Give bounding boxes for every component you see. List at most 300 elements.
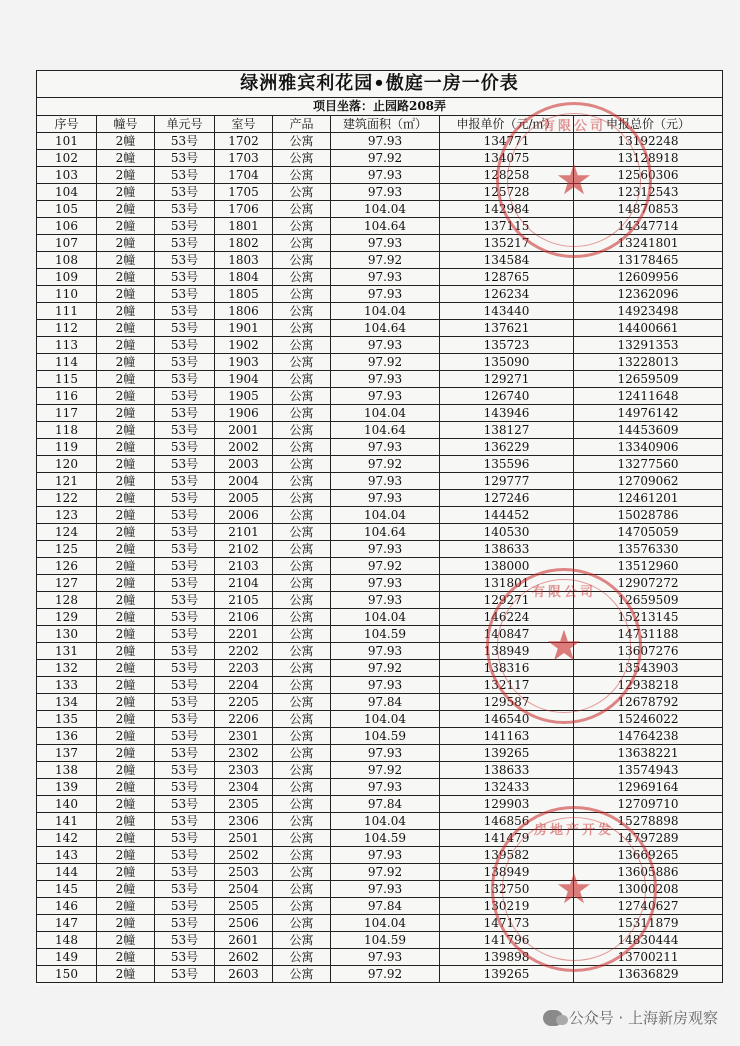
table-cell: 1906 — [215, 405, 273, 422]
table-cell: 131801 — [440, 575, 574, 592]
table-cell: 113 — [37, 337, 97, 354]
table-cell: 53号 — [155, 592, 215, 609]
table-cell: 公寓 — [273, 643, 331, 660]
table-cell: 108 — [37, 252, 97, 269]
table-cell: 146 — [37, 898, 97, 915]
table-row — [37, 796, 723, 813]
table-cell: 2幢 — [97, 575, 155, 592]
table-cell: 147173 — [440, 915, 574, 932]
table-cell: 104.59 — [331, 728, 440, 745]
table-cell: 13512960 — [574, 558, 723, 575]
table-row — [37, 252, 723, 269]
table-cell: 102 — [37, 150, 97, 167]
table-cell: 53号 — [155, 405, 215, 422]
table-cell: 1703 — [215, 150, 273, 167]
table-row — [37, 524, 723, 541]
table-cell: 14400661 — [574, 320, 723, 337]
table-cell: 139898 — [440, 949, 574, 966]
table-cell: 53号 — [155, 881, 215, 898]
table-cell: 2302 — [215, 745, 273, 762]
table-row — [37, 150, 723, 167]
table-cell: 2幢 — [97, 558, 155, 575]
table-cell: 104.64 — [331, 422, 440, 439]
table-cell: 140847 — [440, 626, 574, 643]
table-cell: 130 — [37, 626, 97, 643]
table-row — [37, 694, 723, 711]
table-cell: 143440 — [440, 303, 574, 320]
table-cell: 143 — [37, 847, 97, 864]
table-cell: 97.93 — [331, 473, 440, 490]
table-cell: 13669265 — [574, 847, 723, 864]
table-cell: 53号 — [155, 133, 215, 150]
table-cell: 1804 — [215, 269, 273, 286]
table-cell: 150 — [37, 966, 97, 983]
table-row — [37, 915, 723, 932]
table-cell: 14923498 — [574, 303, 723, 320]
table-cell: 公寓 — [273, 337, 331, 354]
table-cell: 124 — [37, 524, 97, 541]
table-cell: 104.64 — [331, 218, 440, 235]
table-cell: 2004 — [215, 473, 273, 490]
table-cell: 53号 — [155, 779, 215, 796]
table-cell: 公寓 — [273, 779, 331, 796]
table-row — [37, 558, 723, 575]
table-cell: 53号 — [155, 167, 215, 184]
table-cell: 1702 — [215, 133, 273, 150]
table-cell: 2001 — [215, 422, 273, 439]
table-cell: 53号 — [155, 728, 215, 745]
company-seal-bottom: 房地产开发 ★ — [491, 806, 657, 972]
table-cell: 104.59 — [331, 830, 440, 847]
table-row — [37, 303, 723, 320]
table-cell: 公寓 — [273, 558, 331, 575]
table-row — [37, 745, 723, 762]
project-location: 项目坐落：止园路208弄 — [37, 98, 723, 116]
table-cell: 53号 — [155, 201, 215, 218]
table-cell: 2幢 — [97, 762, 155, 779]
table-cell: 14705059 — [574, 524, 723, 541]
table-cell: 13128918 — [574, 150, 723, 167]
table-cell: 2幢 — [97, 864, 155, 881]
table-cell: 138 — [37, 762, 97, 779]
table-cell: 136229 — [440, 439, 574, 456]
table-cell: 2幢 — [97, 218, 155, 235]
table-cell: 97.92 — [331, 660, 440, 677]
table-cell: 123 — [37, 507, 97, 524]
table-cell: 2104 — [215, 575, 273, 592]
table-cell: 97.93 — [331, 541, 440, 558]
table-cell: 126740 — [440, 388, 574, 405]
table-cell: 97.93 — [331, 388, 440, 405]
table-cell: 2幢 — [97, 337, 155, 354]
table-cell: 2幢 — [97, 303, 155, 320]
table-cell: 129 — [37, 609, 97, 626]
table-cell: 2305 — [215, 796, 273, 813]
table-cell: 2幢 — [97, 252, 155, 269]
table-row — [37, 388, 723, 405]
table-cell: 13340906 — [574, 439, 723, 456]
table-cell: 53号 — [155, 915, 215, 932]
table-cell: 115 — [37, 371, 97, 388]
column-header: 单元号 — [155, 116, 215, 133]
table-cell: 1904 — [215, 371, 273, 388]
table-cell: 137621 — [440, 320, 574, 337]
table-cell: 139265 — [440, 745, 574, 762]
table-cell: 97.92 — [331, 456, 440, 473]
table-row — [37, 677, 723, 694]
company-seal-middle: 有限公司 ★ — [486, 568, 642, 724]
table-cell: 117 — [37, 405, 97, 422]
table-cell: 129271 — [440, 371, 574, 388]
table-cell: 126234 — [440, 286, 574, 303]
table-cell: 公寓 — [273, 150, 331, 167]
table-row — [37, 167, 723, 184]
table-cell: 138000 — [440, 558, 574, 575]
table-cell: 53号 — [155, 966, 215, 983]
table-cell: 12740627 — [574, 898, 723, 915]
table-row — [37, 762, 723, 779]
table-row — [37, 507, 723, 524]
table-cell: 2幢 — [97, 898, 155, 915]
table-cell: 1802 — [215, 235, 273, 252]
table-cell: 2幢 — [97, 813, 155, 830]
table-cell: 114 — [37, 354, 97, 371]
table-cell: 53号 — [155, 388, 215, 405]
table-cell: 2幢 — [97, 881, 155, 898]
table-cell: 公寓 — [273, 592, 331, 609]
table-row — [37, 371, 723, 388]
table-cell: 103 — [37, 167, 97, 184]
table-cell: 2602 — [215, 949, 273, 966]
table-cell: 53号 — [155, 184, 215, 201]
table-cell: 104.64 — [331, 320, 440, 337]
table-cell: 53号 — [155, 609, 215, 626]
table-cell: 2505 — [215, 898, 273, 915]
table-cell: 14797289 — [574, 830, 723, 847]
table-cell: 2幢 — [97, 966, 155, 983]
table-cell: 公寓 — [273, 609, 331, 626]
watermark — [543, 1007, 718, 1028]
table-cell: 141479 — [440, 830, 574, 847]
table-row — [37, 711, 723, 728]
table-cell: 14976142 — [574, 405, 723, 422]
table-row — [37, 473, 723, 490]
table-cell: 53号 — [155, 898, 215, 915]
table-cell: 104.04 — [331, 303, 440, 320]
table-row — [37, 932, 723, 949]
table-cell: 134584 — [440, 252, 574, 269]
table-cell: 109 — [37, 269, 97, 286]
table-cell: 2幢 — [97, 201, 155, 218]
table-cell: 138127 — [440, 422, 574, 439]
table-cell: 2幢 — [97, 694, 155, 711]
table-cell: 53号 — [155, 762, 215, 779]
table-title: 绿洲雅宾利花园•傲庭一房一价表 — [37, 71, 723, 98]
star-icon: ★ — [555, 155, 593, 204]
table-cell: 公寓 — [273, 405, 331, 422]
table-cell: 14731188 — [574, 626, 723, 643]
table-cell: 2幢 — [97, 915, 155, 932]
table-row — [37, 864, 723, 881]
table-cell: 97.93 — [331, 592, 440, 609]
table-cell: 53号 — [155, 745, 215, 762]
table-cell: 135723 — [440, 337, 574, 354]
table-cell: 53号 — [155, 524, 215, 541]
table-cell: 129777 — [440, 473, 574, 490]
table-row — [37, 269, 723, 286]
table-cell: 53号 — [155, 711, 215, 728]
table-row — [37, 422, 723, 439]
price-sheet — [36, 70, 722, 986]
table-cell: 2幢 — [97, 133, 155, 150]
table-cell: 97.93 — [331, 286, 440, 303]
table-cell: 104.04 — [331, 609, 440, 626]
table-cell: 2504 — [215, 881, 273, 898]
table-cell: 97.93 — [331, 949, 440, 966]
table-cell: 53号 — [155, 320, 215, 337]
table-cell: 128 — [37, 592, 97, 609]
table-cell: 138633 — [440, 541, 574, 558]
table-cell: 53号 — [155, 490, 215, 507]
table-row — [37, 660, 723, 677]
table-cell: 104.04 — [331, 711, 440, 728]
table-cell: 13241801 — [574, 235, 723, 252]
table-cell: 2幢 — [97, 422, 155, 439]
table-cell: 公寓 — [273, 507, 331, 524]
table-cell: 2幢 — [97, 796, 155, 813]
table-cell: 53号 — [155, 694, 215, 711]
table-cell: 2101 — [215, 524, 273, 541]
table-cell: 53号 — [155, 847, 215, 864]
table-cell: 112 — [37, 320, 97, 337]
table-cell: 53号 — [155, 303, 215, 320]
table-cell: 138316 — [440, 660, 574, 677]
table-cell: 1805 — [215, 286, 273, 303]
table-cell: 12312543 — [574, 184, 723, 201]
table-row — [37, 575, 723, 592]
table-cell: 134771 — [440, 133, 574, 150]
table-row — [37, 847, 723, 864]
table-cell: 104.64 — [331, 524, 440, 541]
table-cell: 53号 — [155, 286, 215, 303]
table-cell: 145 — [37, 881, 97, 898]
table-cell: 53号 — [155, 949, 215, 966]
table-cell: 2幢 — [97, 847, 155, 864]
table-cell: 53号 — [155, 677, 215, 694]
table-cell: 128258 — [440, 167, 574, 184]
table-cell: 133 — [37, 677, 97, 694]
table-cell: 129587 — [440, 694, 574, 711]
table-cell: 139 — [37, 779, 97, 796]
table-cell: 97.92 — [331, 864, 440, 881]
table-cell: 13291353 — [574, 337, 723, 354]
table-cell: 2102 — [215, 541, 273, 558]
table-cell: 公寓 — [273, 439, 331, 456]
table-cell: 2幢 — [97, 184, 155, 201]
table-cell: 97.93 — [331, 235, 440, 252]
table-cell: 15213145 — [574, 609, 723, 626]
table-cell: 104.04 — [331, 405, 440, 422]
price-table — [36, 70, 723, 983]
table-cell: 97.93 — [331, 167, 440, 184]
table-cell: 2幢 — [97, 405, 155, 422]
column-header: 室号 — [215, 116, 273, 133]
table-cell: 13543903 — [574, 660, 723, 677]
table-cell: 公寓 — [273, 524, 331, 541]
table-cell: 127 — [37, 575, 97, 592]
table-cell: 53号 — [155, 150, 215, 167]
table-row — [37, 337, 723, 354]
table-cell: 53号 — [155, 252, 215, 269]
table-cell: 53号 — [155, 660, 215, 677]
table-cell: 12938218 — [574, 677, 723, 694]
table-cell: 132433 — [440, 779, 574, 796]
table-cell: 134075 — [440, 150, 574, 167]
table-cell: 14830444 — [574, 932, 723, 949]
table-cell: 53号 — [155, 507, 215, 524]
column-header: 产品 — [273, 116, 331, 133]
table-cell: 14764238 — [574, 728, 723, 745]
table-cell: 2002 — [215, 439, 273, 456]
table-cell: 97.93 — [331, 745, 440, 762]
table-cell: 15246022 — [574, 711, 723, 728]
table-cell: 公寓 — [273, 473, 331, 490]
table-cell: 2003 — [215, 456, 273, 473]
table-cell: 2205 — [215, 694, 273, 711]
table-cell: 140 — [37, 796, 97, 813]
table-cell: 125 — [37, 541, 97, 558]
table-cell: 2幢 — [97, 660, 155, 677]
table-cell: 2幢 — [97, 643, 155, 660]
table-cell: 97.92 — [331, 762, 440, 779]
table-cell: 135090 — [440, 354, 574, 371]
table-cell: 53号 — [155, 626, 215, 643]
table-cell: 135596 — [440, 456, 574, 473]
table-cell: 97.92 — [331, 150, 440, 167]
table-cell: 12709062 — [574, 473, 723, 490]
table-row — [37, 609, 723, 626]
table-cell: 2304 — [215, 779, 273, 796]
table-cell: 146856 — [440, 813, 574, 830]
table-cell: 公寓 — [273, 541, 331, 558]
table-cell: 127246 — [440, 490, 574, 507]
table-cell: 142 — [37, 830, 97, 847]
table-cell: 13638221 — [574, 745, 723, 762]
column-header: 建筑面积（㎡） — [331, 116, 440, 133]
table-cell: 2幢 — [97, 235, 155, 252]
table-row — [37, 813, 723, 830]
table-cell: 141 — [37, 813, 97, 830]
table-cell: 135217 — [440, 235, 574, 252]
table-cell: 137115 — [440, 218, 574, 235]
table-cell: 公寓 — [273, 456, 331, 473]
table-cell: 公寓 — [273, 235, 331, 252]
table-cell: 2301 — [215, 728, 273, 745]
table-cell: 公寓 — [273, 745, 331, 762]
table-cell: 141796 — [440, 932, 574, 949]
table-cell: 149 — [37, 949, 97, 966]
table-cell: 53号 — [155, 269, 215, 286]
table-cell: 122 — [37, 490, 97, 507]
table-cell: 公寓 — [273, 320, 331, 337]
watermark-text: 公众号 · 上海新房观察 — [568, 1009, 718, 1027]
table-cell: 53号 — [155, 830, 215, 847]
table-cell: 2幢 — [97, 541, 155, 558]
table-cell: 2202 — [215, 643, 273, 660]
table-cell: 2幢 — [97, 371, 155, 388]
table-cell: 2幢 — [97, 609, 155, 626]
table-row — [37, 898, 723, 915]
table-cell: 2106 — [215, 609, 273, 626]
table-cell: 137 — [37, 745, 97, 762]
table-cell: 12969164 — [574, 779, 723, 796]
table-cell: 53号 — [155, 337, 215, 354]
table-cell: 公寓 — [273, 575, 331, 592]
table-cell: 2幢 — [97, 490, 155, 507]
table-cell: 136 — [37, 728, 97, 745]
table-row — [37, 490, 723, 507]
table-cell: 2幢 — [97, 320, 155, 337]
table-cell: 13636829 — [574, 966, 723, 983]
table-cell: 53号 — [155, 473, 215, 490]
table-cell: 119 — [37, 439, 97, 456]
table-row — [37, 881, 723, 898]
table-cell: 13000208 — [574, 881, 723, 898]
table-cell: 2601 — [215, 932, 273, 949]
table-cell: 53号 — [155, 422, 215, 439]
table-cell: 12362096 — [574, 286, 723, 303]
table-cell: 公寓 — [273, 201, 331, 218]
table-cell: 53号 — [155, 456, 215, 473]
table-cell: 1905 — [215, 388, 273, 405]
table-cell: 131 — [37, 643, 97, 660]
table-cell: 2506 — [215, 915, 273, 932]
table-cell: 144 — [37, 864, 97, 881]
table-cell: 53号 — [155, 371, 215, 388]
table-row — [37, 320, 723, 337]
table-cell: 公寓 — [273, 898, 331, 915]
table-cell: 公寓 — [273, 762, 331, 779]
column-header: 申报单价（元/㎡） — [440, 116, 574, 133]
table-cell: 53号 — [155, 813, 215, 830]
table-cell: 公寓 — [273, 813, 331, 830]
table-cell: 13178465 — [574, 252, 723, 269]
table-cell: 132 — [37, 660, 97, 677]
table-cell: 1903 — [215, 354, 273, 371]
table-cell: 140530 — [440, 524, 574, 541]
table-row — [37, 728, 723, 745]
table-cell: 97.92 — [331, 558, 440, 575]
table-cell: 公寓 — [273, 949, 331, 966]
table-cell: 2603 — [215, 966, 273, 983]
table-cell: 53号 — [155, 218, 215, 235]
table-cell: 公寓 — [273, 728, 331, 745]
table-cell: 116 — [37, 388, 97, 405]
table-cell: 1803 — [215, 252, 273, 269]
table-cell: 125728 — [440, 184, 574, 201]
header-row — [37, 116, 723, 133]
table-cell: 97.93 — [331, 133, 440, 150]
table-cell: 105 — [37, 201, 97, 218]
table-cell: 公寓 — [273, 966, 331, 983]
table-cell: 53号 — [155, 541, 215, 558]
table-cell: 公寓 — [273, 184, 331, 201]
table-cell: 2005 — [215, 490, 273, 507]
table-cell: 2201 — [215, 626, 273, 643]
table-cell: 公寓 — [273, 269, 331, 286]
table-cell: 1806 — [215, 303, 273, 320]
table-cell: 97.93 — [331, 881, 440, 898]
